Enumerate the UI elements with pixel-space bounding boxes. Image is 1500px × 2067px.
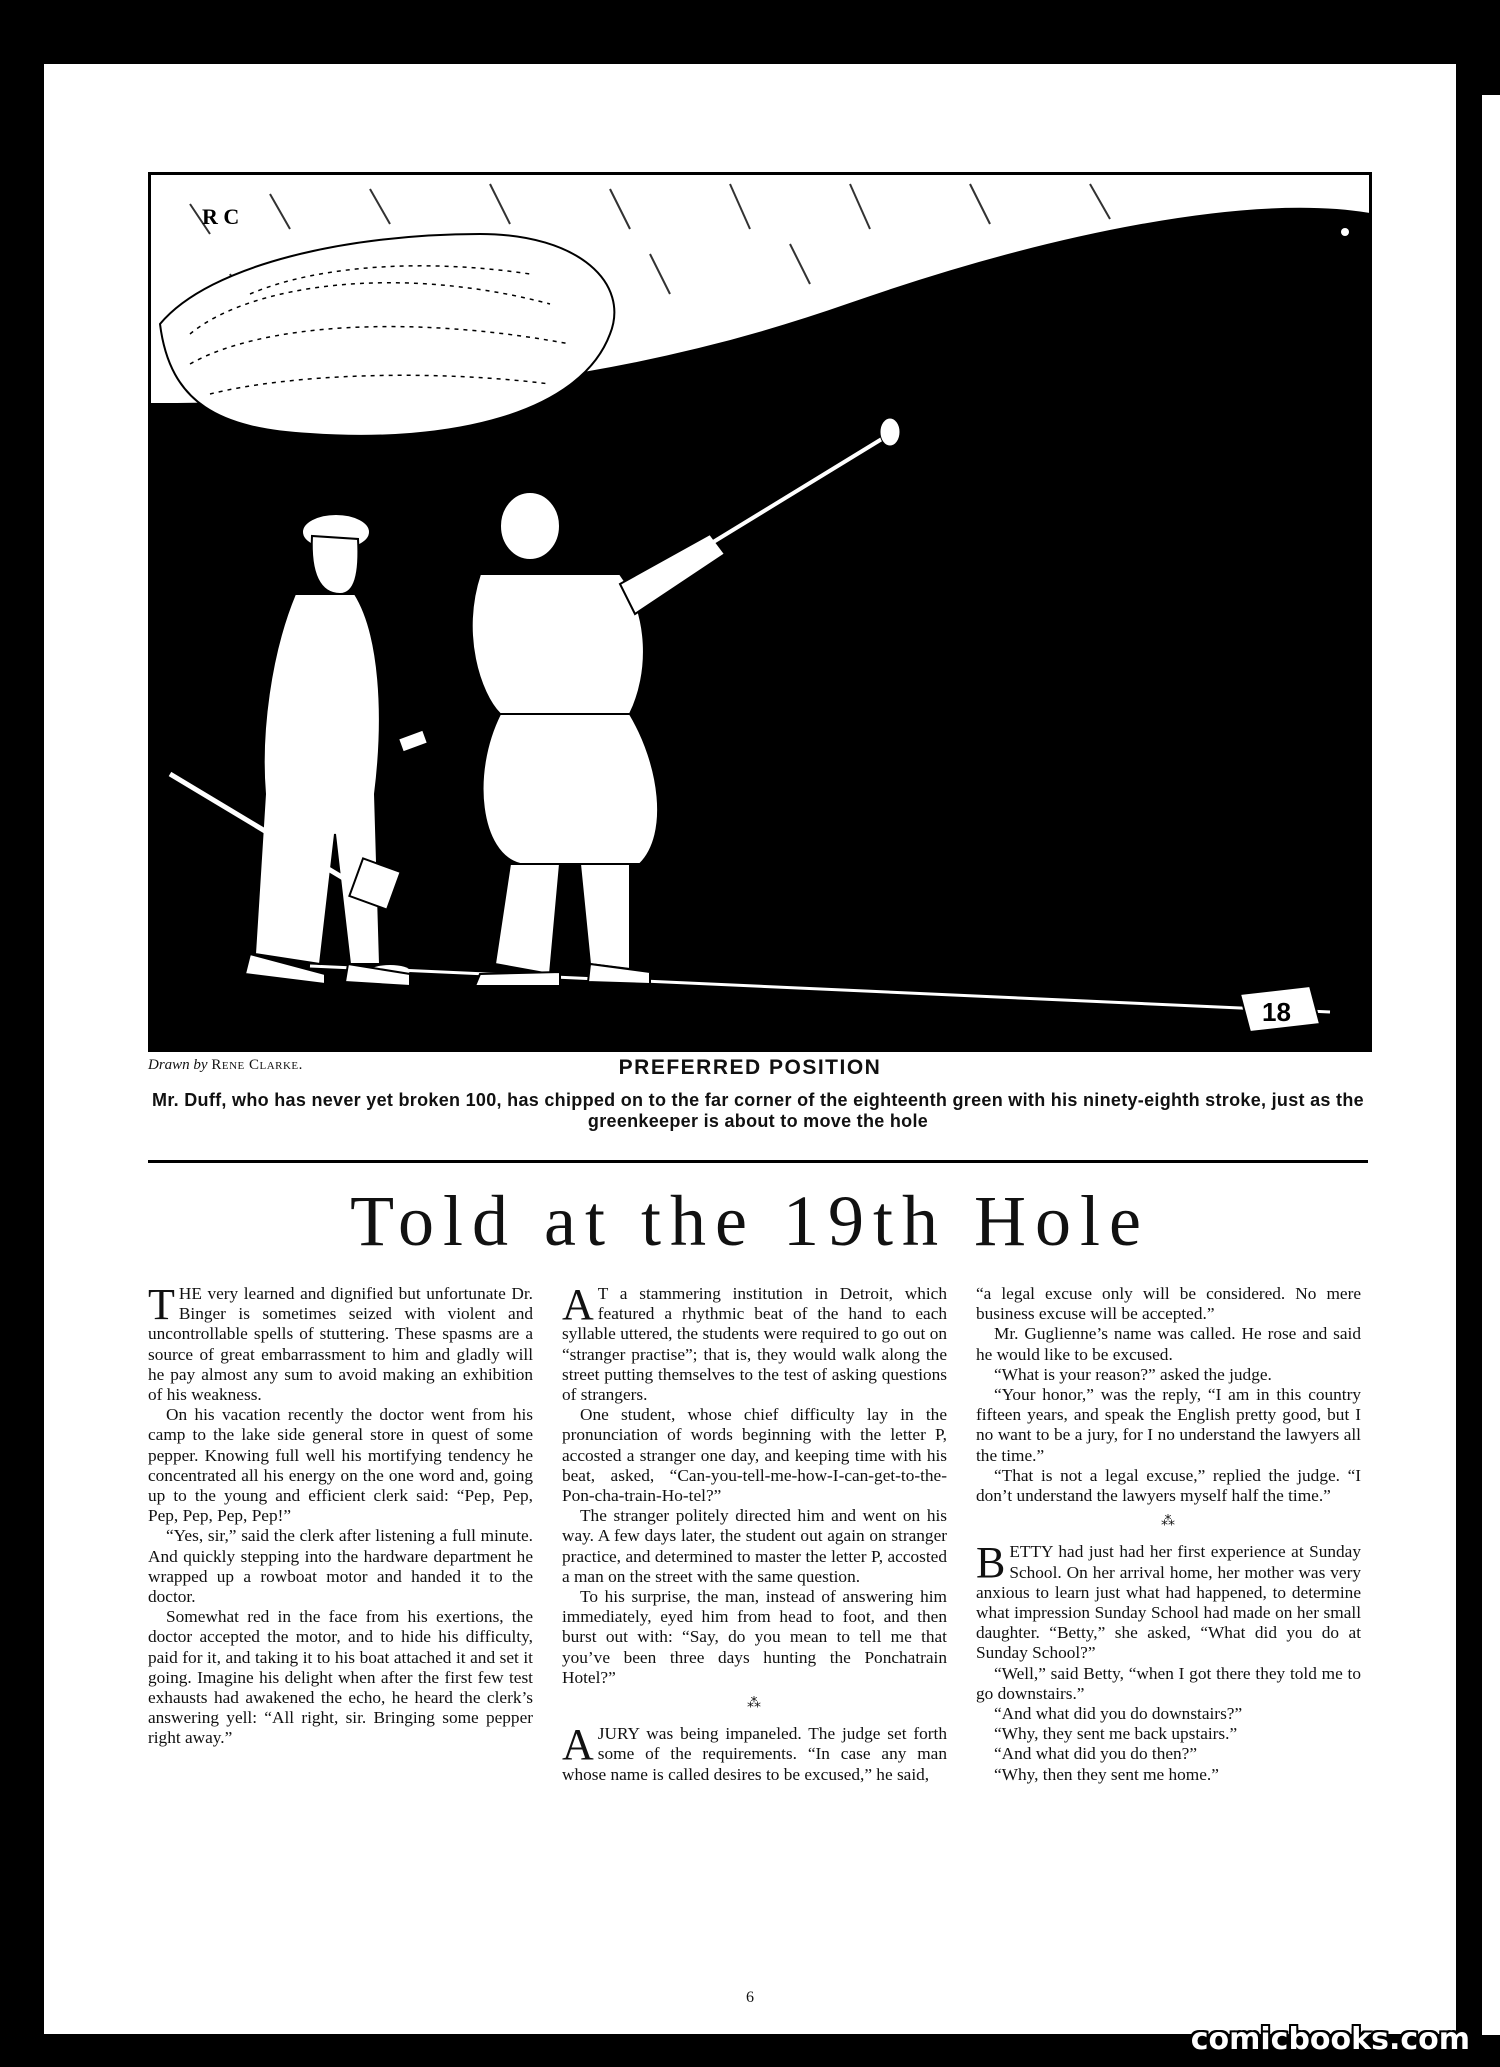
section-dingbat: ⁂: [747, 1696, 762, 1712]
paragraph-text: One student, whose chief difficulty lay in the pronunciation of words beginning with the letter P, accosted a stranger one day, and keeping time with his beat, asked, “Can-you-tell-me-how-I-can-get-to-the-Pon-cha-train-Ho-tel?”: [562, 1405, 947, 1506]
drop-cap: A: [562, 1280, 594, 1329]
magazine-page: [44, 64, 1456, 2034]
paragraph-text: On his vacation recently the doctor went from his camp to the lake side general store in quest of some pepper. Knowing full well his mortifying tendency he concentrated all his energy on the one word and, going up to the young and efficient clerk said: “Pep, Pep, Pep, Pep, Pep, Pep!”: [148, 1405, 533, 1526]
paragraph-text: T a stammering institution in Detroit, which featured a rhythmic beat of the hand to each syllable uttered, the students were required to go out on “stranger practise”; that is, they would walk along the street putting themselves to the test of asking questions of strangers.: [562, 1284, 947, 1405]
paragraph: [562, 1506, 947, 1587]
site-watermark: comicbooks.com: [1190, 2022, 1470, 2057]
paragraph-text: “Your honor,” was the reply, “I am in this country fifteen years, and speak the English pretty good, but I no want to be a jury, for I no understand the lawyers all the time.”: [976, 1385, 1361, 1465]
drop-cap: A: [562, 1720, 594, 1770]
paragraph: [148, 1526, 533, 1607]
page-headline: Told at the 19th Hole: [350, 1181, 1150, 1261]
paragraph-text: HE very learned and dignified but unfortunate Dr. Binger is sometimes seized with violent and uncontrollable spells of stuttering. These spasms are a source of great embarrassment to him and gladly will he pay almost any sum to avoid making an exhibition of his weakness.: [148, 1284, 533, 1405]
paragraph-text: “Yes, sir,” said the clerk after listening a full minute. And quickly stepping into the hardware department he wrapped up a rowboat motor and handed it to the doctor.: [148, 1526, 533, 1607]
page-number: 6: [746, 1989, 754, 2006]
paragraph-text: Somewhat red in the face from his exertions, the doctor accepted the motor, and to hide his difficulty, paid for it, and taking it to his boat attached it and set it going. Imagine his delight when after the first few test exhausts had awakened the echo, he heard the clerk’s answering yell: “All right, sir. Bringing some pepper right away.”: [148, 1607, 533, 1748]
column-3: [976, 1284, 1361, 1785]
adjacent-page-edge: [1482, 95, 1500, 2035]
credit-artist-name: Rene Clarke.: [211, 1057, 303, 1073]
paragraph: [976, 1704, 1361, 1724]
story-jury: [562, 1720, 947, 1785]
caption-text: Mr. Duff, who has never yet broken 100, has chipped on to the far corner of the eighteenth green with his ninety-eighth stroke, just as the greenkeeper is about to move the hole: [152, 1090, 1364, 1131]
paragraph: [976, 1664, 1361, 1704]
caption-title: PREFERRED POSITION: [618, 1056, 882, 1079]
paragraph-text: “And what did you do then?”: [994, 1744, 1198, 1764]
paragraph-text: “a legal excuse only will be considered. No mere business excuse will be accepted.”: [976, 1284, 1361, 1324]
paragraph: [976, 1385, 1361, 1466]
story-betty: [976, 1538, 1361, 1784]
story-stutter-pepper: [148, 1280, 533, 1749]
drop-cap: B: [976, 1538, 1006, 1588]
paragraph: [976, 1365, 1361, 1385]
paragraph: [562, 1587, 947, 1688]
paragraph-text: JURY was being impaneled. The judge set forth some of the requirements. “In case any man whose name is called desires to be excused,” he said,: [562, 1724, 947, 1784]
artist-monogram: R C: [202, 204, 240, 229]
paragraph: [976, 1324, 1361, 1364]
paragraph: [148, 1280, 533, 1405]
paragraph: [148, 1607, 533, 1748]
paragraph: [148, 1405, 533, 1526]
paragraph-text: “What is your reason?” asked the judge.: [994, 1364, 1272, 1384]
story-stammering-institution: [562, 1280, 947, 1688]
section-rule: [148, 1160, 1368, 1163]
drop-cap: T: [148, 1280, 175, 1329]
paragraph-text: Mr. Guglienne’s name was called. He rose and said he would like to be excused.: [976, 1324, 1361, 1364]
paragraph-text: “That is not a legal excuse,” replied the judge. “I don’t understand the lawyers myself half the time.”: [976, 1465, 1361, 1506]
paragraph: [976, 1744, 1361, 1764]
golf-illustration: [148, 172, 1372, 1052]
paragraph-text: “And what did you do downstairs?”: [994, 1704, 1243, 1724]
paragraph: [562, 1280, 947, 1405]
column-1: [148, 1280, 533, 1749]
paragraph: [976, 1466, 1361, 1506]
column-2: [562, 1280, 947, 1785]
paragraph: [562, 1405, 947, 1506]
paragraph: [562, 1720, 947, 1785]
paragraph-text: “Why, then they sent me home.”: [994, 1764, 1219, 1784]
paragraph-text: ETTY had just had her first experience at Sunday School. On her arrival home, her mother was very anxious to learn just what had happened, to determine what impression Sunday School had made on her small daughter. “Betty,” she asked, “What did you do at Sunday School?”: [976, 1542, 1361, 1663]
credit-prefix: Drawn by: [148, 1057, 208, 1073]
paragraph-text: “Why, they sent me back upstairs.”: [994, 1724, 1238, 1744]
section-dingbat: ⁂: [1161, 1514, 1176, 1530]
hole-flag-number: 18: [1262, 997, 1291, 1027]
paragraph: [976, 1284, 1361, 1324]
paragraph: [976, 1765, 1361, 1785]
paragraph-text: The stranger politely directed him and went on his way. A few days later, the student out again on stranger practice, and determined to master the letter P, accosted a man on the street with the same question.: [562, 1506, 947, 1586]
paragraph-text: To his surprise, the man, instead of answering him immediately, eyed him from head to foot, and then burst out with: “Say, do you mean to tell me that you’ve been three days hunting the Ponchatrain Hotel?”: [562, 1587, 947, 1687]
paragraph: [976, 1724, 1361, 1744]
story-jury-continued: [976, 1284, 1361, 1506]
golf-cartoon-drawing: [150, 174, 1370, 1050]
paragraph-text: “Well,” said Betty, “when I got there they told me to go downstairs.”: [976, 1663, 1361, 1703]
paragraph: [976, 1538, 1361, 1663]
